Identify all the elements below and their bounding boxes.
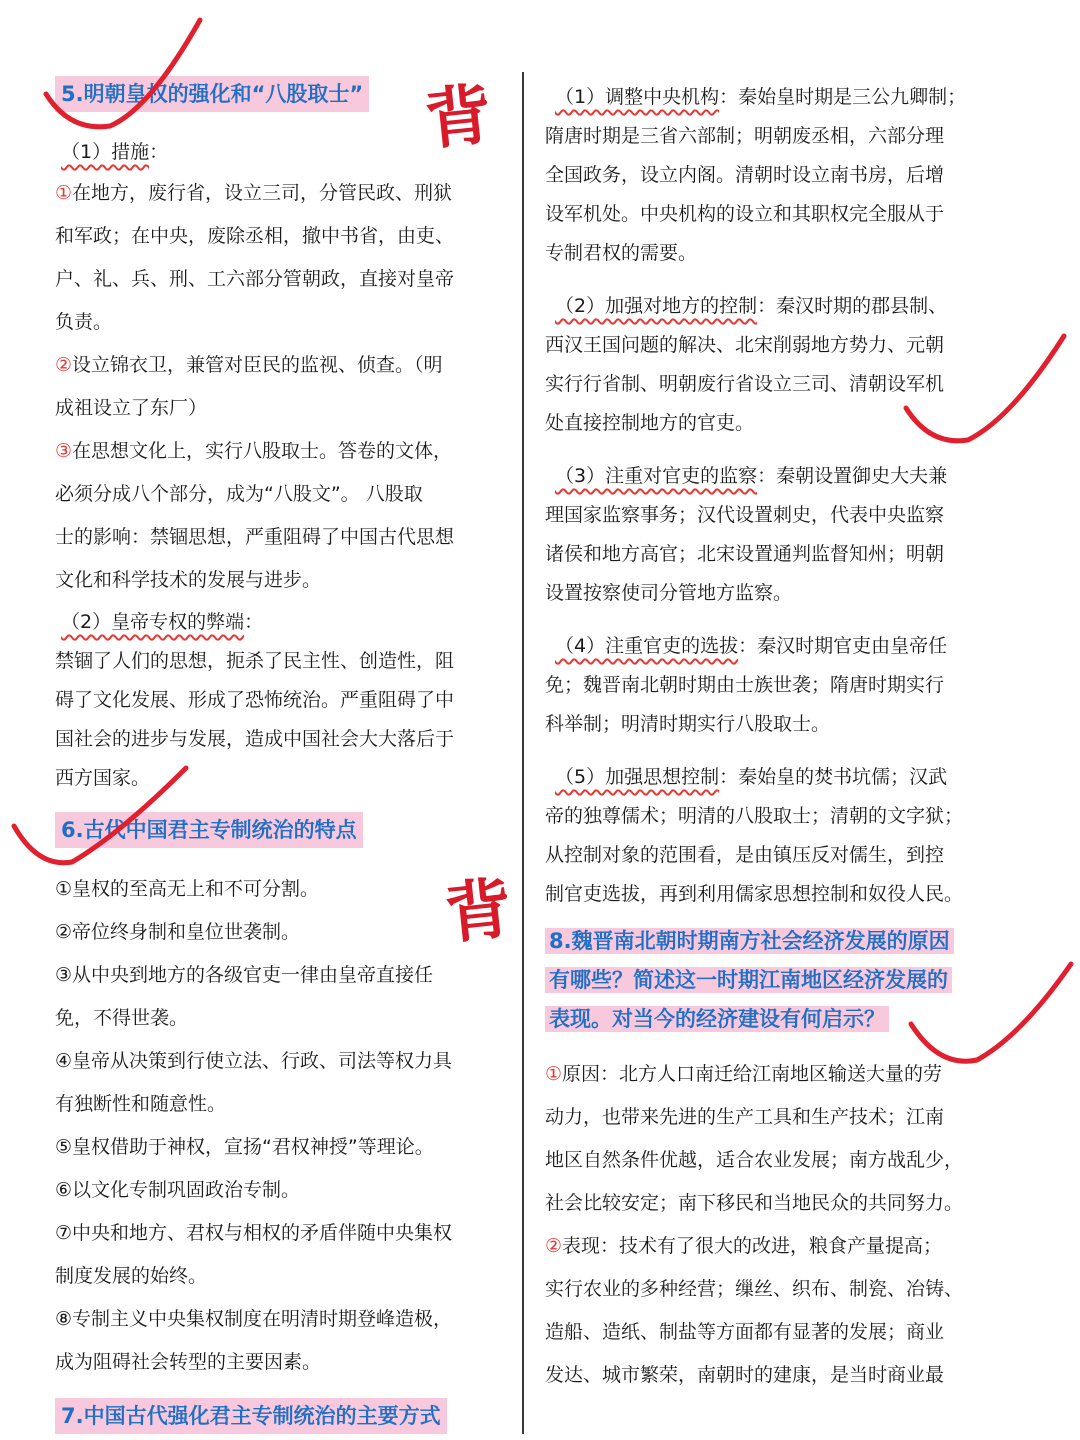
method-5 — [545, 758, 1015, 914]
heading-5: 5.明朝皇权的强化和“八股取士” — [55, 76, 369, 112]
subheading-drawbacks: （2）皇帝专权的弊端： — [61, 611, 264, 633]
method-line: 设军机处。中央机构的设立和其职权完全服从于 — [545, 203, 945, 225]
heading-6: 6.古代中国君主专制统治的特点 — [55, 812, 363, 848]
measure-item: ①在地方，废行省，设立三司，分管民政、刑狱 — [55, 182, 453, 204]
method-line: 设置按察使司分管地方监察。 — [545, 582, 793, 604]
method-4-label: （4）注重官吏的选拔 — [555, 635, 739, 657]
right-column — [545, 78, 1015, 1397]
method-1-label: （1）调整中央机构 — [555, 86, 720, 108]
measure-item: ③在思想文化上，实行八股取士。答卷的文体， — [55, 440, 453, 462]
reason-line: 动力，也带来先进的生产工具和生产技术；江南 — [545, 1106, 945, 1128]
method-line: 帝的独尊儒术；明清的八股取士；清朝的文字狱； — [545, 805, 964, 827]
drawback-line: 禁锢了人们的思想，扼杀了民主性、创造性，阻 — [55, 650, 455, 672]
feature-line: 成为阻碍社会转型的主要因素。 — [55, 1351, 322, 1373]
performance-line: 实行农业的多种经营；缫丝、织布、制瓷、冶铸、 — [545, 1278, 964, 1300]
method-line: 免；魏晋南北朝时期由士族世袭；隋唐时期实行 — [545, 674, 945, 696]
performance-line: 造船、造纸、制盐等方面都有显著的发展；商业 — [545, 1321, 945, 1343]
method-4-first-line: （4）注重官吏的选拔：秦汉时期官吏由皇帝任 — [555, 635, 948, 657]
feature-line: ⑥以文化专制巩固政治专制。 — [55, 1179, 301, 1201]
reason-line: ①原因：北方人口南迁给江南地区输送大量的劳 — [545, 1063, 943, 1085]
performance-line: ②表现：技术有了很大的改进，粮食产量提高； — [545, 1235, 943, 1257]
method-line: 全国政务，设立内阁。清朝时设立南书房，后增 — [545, 164, 945, 186]
measures-label: （1）措施 — [61, 141, 150, 163]
measure-item: ②设立锦衣卫，兼管对臣民的监视、侦查。（明 — [55, 354, 443, 376]
heading-8-line: 8.魏晋南北朝时期南方社会经济发展的原因 — [545, 928, 954, 954]
measure-line: 负责。 — [55, 311, 113, 333]
measure-line: 和军政；在中央，废除丞相，撤中书省，由吏、 — [55, 225, 455, 247]
method-5-label: （5）加强思想控制 — [555, 766, 720, 788]
method-line: 科举制；明清时期实行八股取士。 — [545, 713, 831, 735]
feature-line: ④皇帝从决策到行使立法、行政、司法等权力具 — [55, 1050, 453, 1072]
feature-line: ⑤皇权借助于神权，宣扬“君权神授”等理论。 — [55, 1136, 434, 1158]
method-line: 处直接控制地方的官吏。 — [545, 412, 755, 434]
feature-line: 有独断性和随意性。 — [55, 1093, 227, 1115]
method-2 — [545, 287, 1015, 443]
features-list — [55, 868, 515, 1384]
method-5-first-line: （5）加强思想控制：秦始皇的焚书坑儒；汉武 — [555, 766, 948, 788]
method-line: 隋唐时期是三省六部制；明朝废丞相，六部分理 — [545, 125, 945, 147]
method-line: 实行行省制、明朝废行省设立三司、清朝设军机 — [545, 373, 945, 395]
measure-line: 成祖设立了东厂） — [55, 397, 208, 419]
feature-line: ⑦中央和地方、君权与相权的矛盾伴随中央集权 — [55, 1222, 453, 1244]
feature-line: ①皇权的至高无上和不可分割。 — [55, 878, 320, 900]
feature-line: ③从中央到地方的各级官吏一律由皇帝直接任 — [55, 964, 434, 986]
measures-list — [55, 172, 515, 602]
column-divider — [522, 72, 524, 1434]
drawback-line: 西方国家。 — [55, 767, 151, 789]
method-line: 理国家监察事务；汉代设置刺史，代表中央监察 — [545, 504, 945, 526]
method-line: 从控制对象的范围看，是由镇压反对儒生，到控 — [545, 844, 945, 866]
feature-line: 免，不得世袭。 — [55, 1007, 189, 1029]
feature-line: ⑧专制主义中央集权制度在明清时期登峰造极， — [55, 1308, 453, 1330]
heading-7: 7.中国古代强化君主专制统治的主要方式 — [55, 1398, 447, 1434]
method-2-first-line: （2）加强对地方的控制：秦汉时期的郡县制、 — [555, 295, 948, 317]
method-1-first-line: （1）调整中央机构：秦始皇时期是三公九卿制； — [555, 86, 967, 108]
measure-line: 士的影响：禁锢思想，严重阻碍了中国古代思想 — [55, 526, 455, 548]
reason-line: 地区自然条件优越，适合农业发展；南方战乱少， — [545, 1149, 964, 1171]
method-3 — [545, 457, 1015, 613]
measure-line: 文化和科学技术的发展与进步。 — [55, 569, 322, 591]
drawbacks-text — [55, 642, 515, 798]
heading-8-line: 表现。对当今的经济建设有何启示？ — [545, 1006, 889, 1032]
measure-line: 户、礼、兵、刑、工六部分管朝政，直接对皇帝 — [55, 268, 455, 290]
memorize-mark: 背 — [441, 868, 516, 954]
method-3-first-line: （3）注重对官吏的监察：秦朝设置御史大夫兼 — [555, 465, 948, 487]
method-2-label: （2）加强对地方的控制 — [555, 295, 758, 317]
measure-line: 必须分成八个部分，成为“八股文”。 八股取 — [55, 483, 423, 505]
heading-8 — [545, 922, 1015, 1039]
drawbacks-label: （2）皇帝专权的弊端 — [61, 611, 245, 633]
method-line: 诸侯和地方高官；北宋设置通判监督知州；明朝 — [545, 543, 945, 565]
reason-line: 社会比较安定；南下移民和当地民众的共同努力。 — [545, 1192, 964, 1214]
left-column — [55, 76, 515, 1434]
heading-8-line: 有哪些？简述这一时期江南地区经济发展的 — [545, 967, 952, 993]
method-4 — [545, 627, 1015, 744]
feature-line: 制度发展的始终。 — [55, 1265, 208, 1287]
drawback-line: 碍了文化发展、形成了恐怖统治。严重阻碍了中 — [55, 689, 455, 711]
method-line: 西汉王国问题的解决、北宋削弱地方势力、元朝 — [545, 334, 945, 356]
performance-text — [545, 1225, 1015, 1397]
method-3-label: （3）注重对官吏的监察 — [555, 465, 758, 487]
memorize-mark: 背 — [421, 74, 496, 160]
method-line: 专制君权的需要。 — [545, 242, 698, 264]
method-line: 制官吏选拔，再到利用儒家思想控制和奴役人民。 — [545, 883, 964, 905]
drawback-line: 国社会的进步与发展，造成中国社会大大落后于 — [55, 728, 455, 750]
method-1 — [545, 78, 1015, 273]
performance-line: 发达、城市繁荣，南朝时的建康，是当时商业最 — [545, 1364, 945, 1386]
subheading-measures: （1）措施： — [61, 141, 169, 163]
reasons-text — [545, 1053, 1015, 1225]
feature-line: ②帝位终身制和皇位世袭制。 — [55, 921, 301, 943]
